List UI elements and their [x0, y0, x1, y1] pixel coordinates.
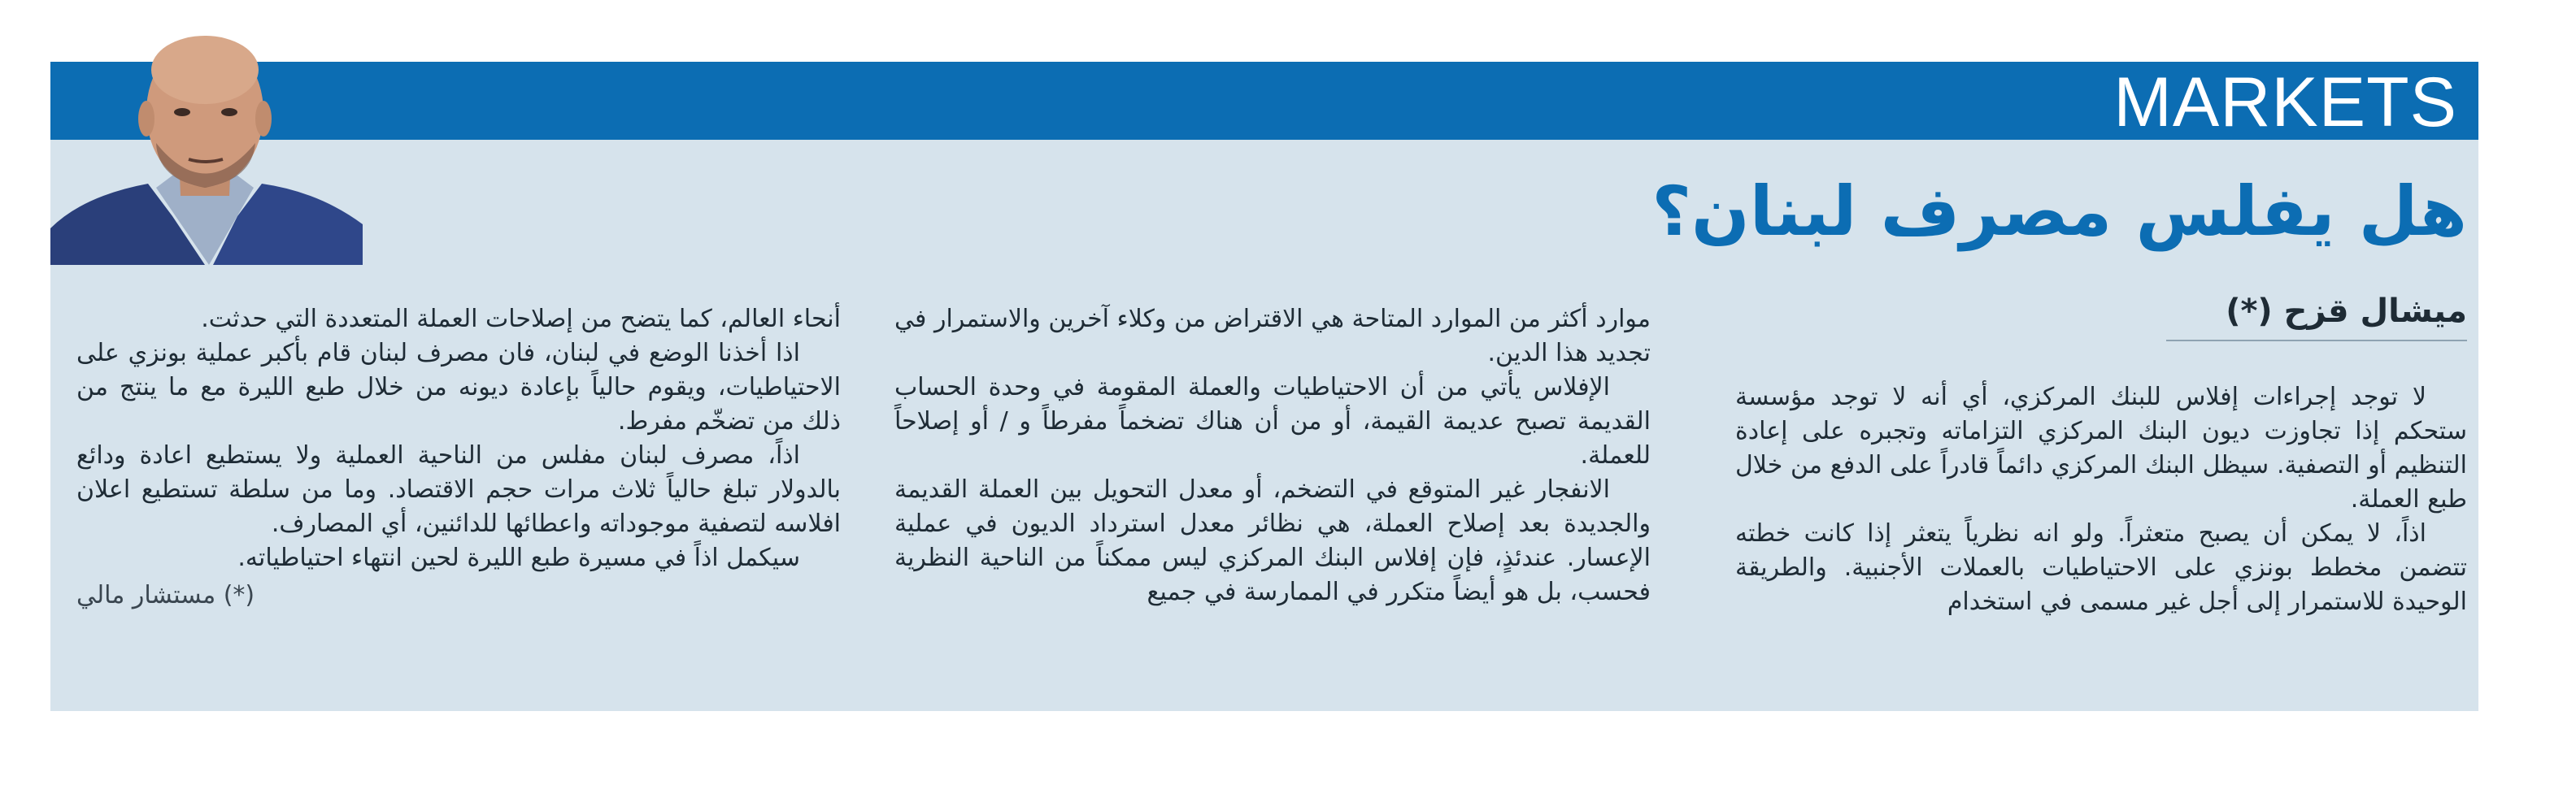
paragraph: الإفلاس يأتي من أن الاحتياطيات والعملة المقومة في وحدة الحساب القديمة تصبح عديمة القيمة، أو من أن هناك تضخماً مفرطاً و / أو إصلاحاً للعملة.: [894, 373, 1651, 470]
article-column-1: [1735, 380, 2467, 619]
author-footnote: (*) مستشار مالي: [76, 581, 255, 609]
paragraph: لا توجد إجراءات إفلاس للبنك المركزي، أي أنه لا توجد مؤسسة ستحكم إذا تجاوزت ديون البنك المركزي التزاماته وتجبره على إعادة التنظيم أو التصفية. سيظل البنك المركزي دائماً قادراً على الدفع من خلال طبع العملة.: [1735, 383, 2467, 514]
paragraph: اذاً، لا يمكن أن يصبح متعثراً. ولو انه نظرياً يتعثر إذا كانت خطته تتضمن مخطط بونزي على الاحتياطيات بالعملات الأجنبية. والطريقة الوحيدة للاستمرار إلى أجل غير مسمى في استخدام: [1735, 519, 2467, 616]
paragraph: اذا أخذنا الوضع في لبنان، فان مصرف لبنان قام بأكبر عملية بونزي على الاحتياطيات، ويقوم حالياً بإعادة ديونه من خلال طبع الليرة مع ما ينتج من ذلك من تضخّم مفرط.: [76, 339, 841, 436]
section-title: MARKETS: [2113, 63, 2457, 141]
paragraph: سيكمل اذاً في مسيرة طبع الليرة لحين انتهاء احتياطياته.: [237, 544, 800, 572]
paragraph: اذاً، مصرف لبنان مفلس من الناحية العملية ولا يستطيع اعادة ودائع بالدولار تبلغ حالياً ثلاث مرات حجم الاقتصاد. وما من سلطة تستطيع اعلان افلاسه لتصفية موجوداته واعطائها للدائنين، أي المصارف.: [76, 441, 841, 538]
author-portrait: [50, 21, 363, 265]
article-headline: هل يفلس مصرف لبنان؟: [1651, 171, 2467, 251]
section-banner: [50, 62, 2478, 140]
paragraph: موارد أكثر من الموارد المتاحة هي الاقتراض من وكلاء آخرين والاستمرار في تجديد هذا الدين.: [894, 305, 1651, 367]
article-column-2: [894, 302, 1651, 609]
article-column-3: [76, 302, 841, 613]
portrait-image: [50, 21, 363, 265]
paragraph: الانفجار غير المتوقع في التضخم، أو معدل التحويل بين العملة القديمة والجديدة بعد إصلاح العملة، هي نظائر معدل استرداد الديون في عملية الإعسار. عندئذٍ، فإن إفلاس البنك المركزي ليس ممكناً من الناحية النظرية فحسب، بل هو أيضاً متكرر في الممارسة في جميع: [894, 475, 1651, 606]
paragraph: أنحاء العالم، كما يتضح من إصلاحات العملة المتعددة التي حدثت.: [201, 305, 841, 333]
author-byline: ميشال قزح (*): [2166, 293, 2467, 341]
